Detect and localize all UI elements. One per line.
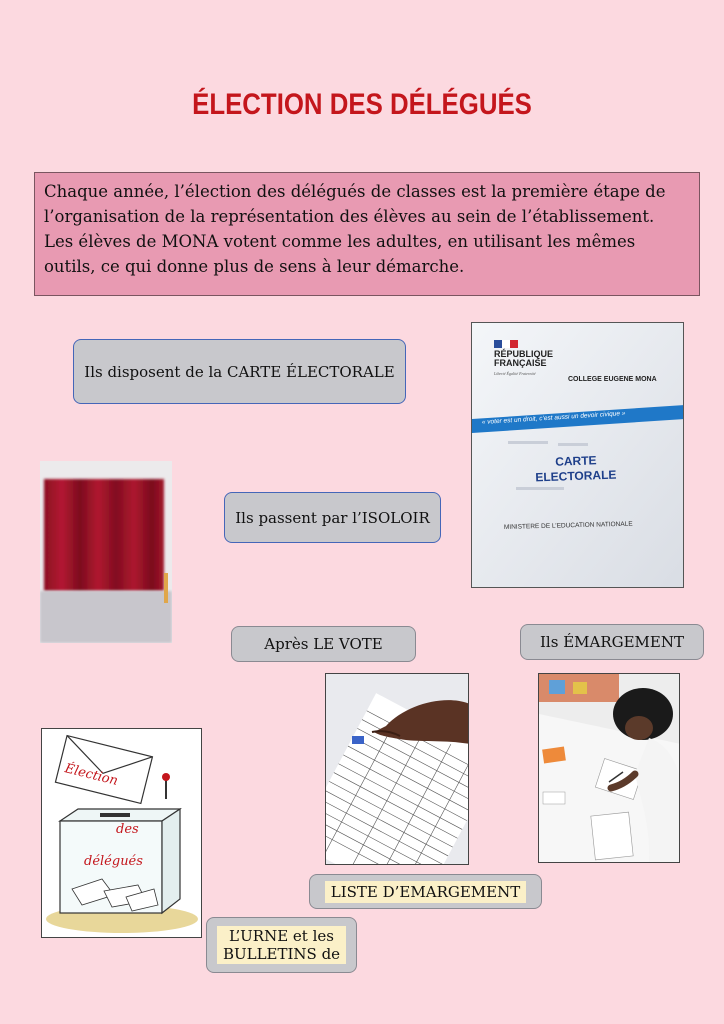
page-title: ÉLECTION DES DÉLÉGUÉS [192,88,532,121]
label-emargement-text: Ils ÉMARGEMENT [540,633,684,651]
intro-line: outils, ce qui donne plus de sens à leur démarche. [44,257,465,276]
card-electorale: ELECTORALE [535,467,617,485]
card-ministere: MINISTERE DE L’EDUCATION NATIONALE [503,520,633,531]
intro-box [34,172,700,296]
card-republique: RÉPUBLIQUE [494,349,554,359]
eleve-emargement-photo [538,673,680,863]
label-isoloir-text: Ils passent par l’ISOLOIR [235,508,430,527]
card-carte: CARTE [554,453,597,469]
label-apres-vote [231,626,416,662]
liste-emargement-photo [325,673,469,865]
carte-electorale-photo [471,322,684,588]
label-liste-emargement [309,874,542,909]
label-urne-bulletins [206,917,357,973]
urne-word-election: Élection [63,761,120,789]
label-carte-text: Ils disposent de la CARTE ÉLECTORALE [84,362,395,381]
label-emargement [520,624,704,660]
label-liste-text: LISTE D’EMARGEMENT [325,881,527,903]
card-francaise: FRANÇAISE [494,358,547,368]
urne-word-des: des [116,822,139,837]
isoloir-photo [40,461,172,643]
intro-line: l’organisation de la représentation des élèves au sein de l’établissement. [44,207,655,226]
label-urne-line: BULLETINS de [222,945,341,963]
card-devise: Liberté Égalité Fraternité [494,371,536,376]
urne-illustration [41,728,202,938]
label-carte-electorale [73,339,406,404]
intro-line: Les élèves de MONA votent comme les adultes, en utilisant les mêmes [44,232,636,251]
card-slogan: « voter est un droit, c’est aussi un devoir civique » [481,409,626,426]
label-urne-line: L’URNE et les [229,927,334,945]
label-vote-text: Après LE VOTE [264,635,383,653]
intro-line: Chaque année, l’élection des délégués de classes est la première étape de [44,182,666,201]
card-college: COLLEGE EUGENE MONA [568,376,657,383]
label-isoloir [224,492,441,543]
urne-word-delegues: délégués [84,854,143,869]
